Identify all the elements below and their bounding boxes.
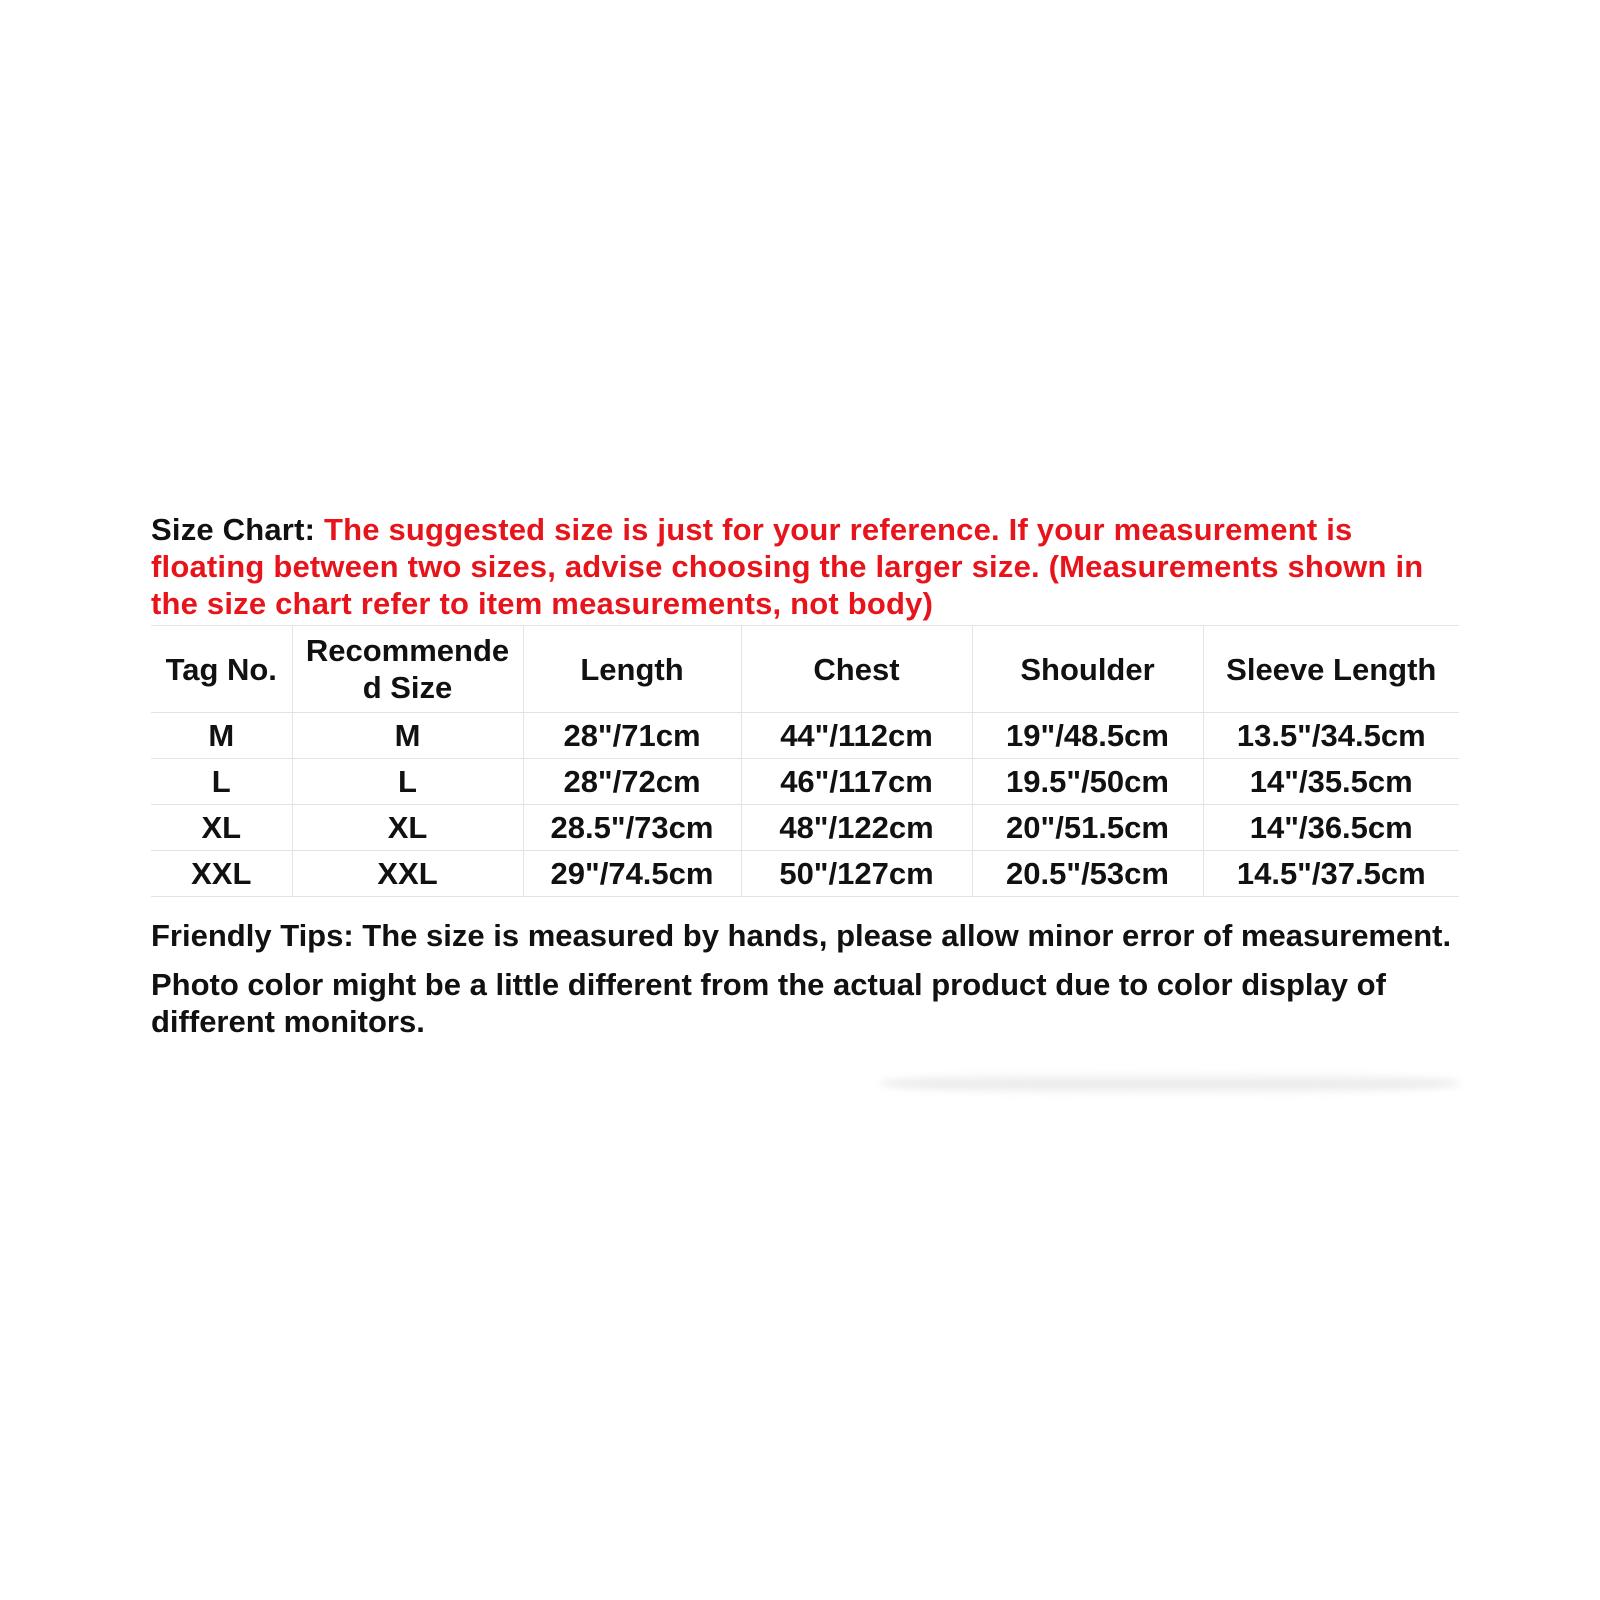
table-row	[151, 851, 1459, 897]
table-row	[151, 805, 1459, 851]
cell-length: 28"/72cm	[523, 759, 741, 805]
cell-chest: 50"/127cm	[741, 851, 972, 897]
cell-tag-no: XL	[151, 805, 292, 851]
cell-sleeve-length: 14"/36.5cm	[1203, 805, 1459, 851]
cell-tag-no: XXL	[151, 851, 292, 897]
header-recommended-size: Recommended Size	[292, 626, 523, 713]
size-chart-intro	[151, 511, 1459, 622]
cell-recommended-size: L	[292, 759, 523, 805]
size-chart-label: Size Chart:	[151, 512, 324, 547]
cell-recommended-size: XXL	[292, 851, 523, 897]
cell-shoulder: 20"/51.5cm	[972, 805, 1203, 851]
cell-shoulder: 19"/48.5cm	[972, 713, 1203, 759]
cell-shoulder: 19.5"/50cm	[972, 759, 1203, 805]
table-header-row	[151, 626, 1459, 713]
cell-chest: 44"/112cm	[741, 713, 972, 759]
friendly-tips: Friendly Tips: The size is measured by hands, please allow minor error of measurement.	[151, 918, 1452, 953]
cell-sleeve-length: 13.5"/34.5cm	[1203, 713, 1459, 759]
cell-recommended-size: XL	[292, 805, 523, 851]
header-tag-no: Tag No.	[151, 626, 292, 713]
header-length: Length	[523, 626, 741, 713]
cell-tag-no: M	[151, 713, 292, 759]
header-shoulder: Shoulder	[972, 626, 1203, 713]
cell-chest: 46"/117cm	[741, 759, 972, 805]
cell-length: 28.5"/73cm	[523, 805, 741, 851]
cell-shoulder: 20.5"/53cm	[972, 851, 1203, 897]
size-chart-sheet	[151, 511, 1459, 1040]
cell-recommended-size: M	[292, 713, 523, 759]
header-chest: Chest	[741, 626, 972, 713]
table-row	[151, 759, 1459, 805]
header-sleeve-length: Sleeve Length	[1203, 626, 1459, 713]
size-advice-note: The suggested size is just for your reference. If your measurement is floating between two sizes, advise choosing the larger size. (Measurements shown in the size chart refer to item measurements, not body)	[151, 512, 1424, 621]
cell-chest: 48"/122cm	[741, 805, 972, 851]
decorative-shadow	[880, 1072, 1460, 1094]
photo-color-note: Photo color might be a little different from the actual product due to color display of different monitors.	[151, 967, 1386, 1039]
size-table	[151, 625, 1459, 897]
cell-length: 28"/71cm	[523, 713, 741, 759]
table-row	[151, 713, 1459, 759]
cell-sleeve-length: 14.5"/37.5cm	[1203, 851, 1459, 897]
cell-tag-no: L	[151, 759, 292, 805]
cell-length: 29"/74.5cm	[523, 851, 741, 897]
cell-sleeve-length: 14"/35.5cm	[1203, 759, 1459, 805]
